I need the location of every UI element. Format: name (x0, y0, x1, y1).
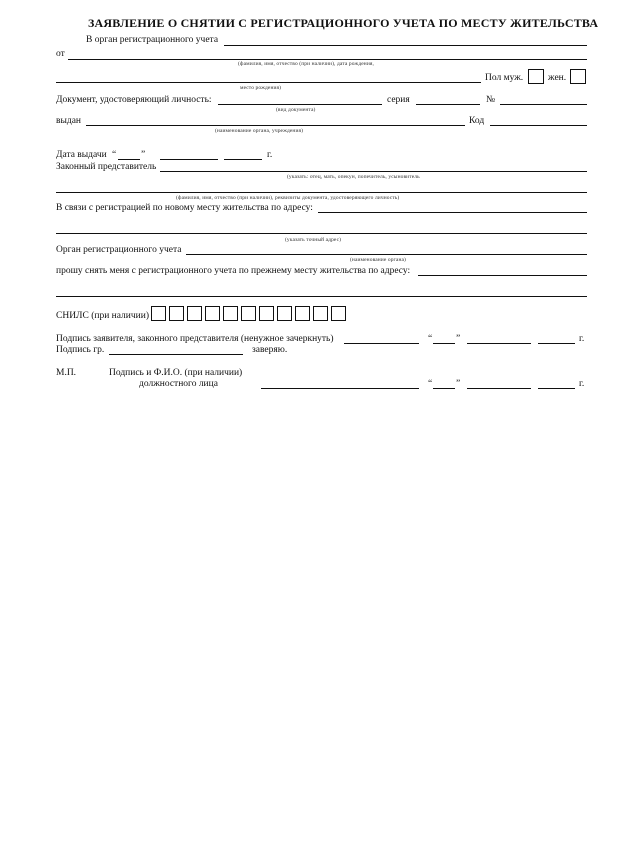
number-field[interactable] (500, 104, 587, 105)
birthplace-field[interactable] (56, 82, 481, 83)
code-label: Код (469, 116, 485, 126)
snils-digit-cell[interactable] (187, 306, 202, 321)
old-address-field-2[interactable] (56, 296, 587, 297)
issued-by-field[interactable] (86, 125, 465, 126)
official-month-field[interactable] (467, 388, 531, 389)
to-org-field[interactable] (224, 45, 587, 46)
official-year-suffix: г. (579, 379, 585, 389)
official-date-close-quote: ” (456, 379, 461, 389)
legal-rep-field[interactable] (160, 171, 587, 172)
series-field[interactable] (416, 104, 480, 105)
issue-month-field[interactable] (160, 159, 218, 160)
new-address-label: В связи с регистрацией по новому месту жительства по адресу: (56, 203, 313, 213)
from-field[interactable] (68, 59, 587, 60)
sig-year-field[interactable] (538, 343, 575, 344)
signature-citizen-label: Подпись гр. (56, 345, 105, 355)
snils-label: СНИЛС (при наличии) (56, 311, 149, 321)
snils-digit-cell[interactable] (151, 306, 166, 321)
legal-rep-label: Законный представитель (56, 162, 157, 172)
new-address-field[interactable] (318, 212, 587, 213)
sex-male-checkbox[interactable] (528, 69, 544, 84)
reg-org-label: Орган регистрационного учета (56, 245, 182, 255)
request-label: прошу снять меня с регистрационного учета по прежнему месту жительства по адресу: (56, 266, 411, 276)
from-caption: (фамилия, имя, отчество (при наличии), дата рождения, (238, 61, 374, 67)
issued-label: выдан (56, 116, 82, 126)
snils-digit-cell[interactable] (223, 306, 238, 321)
snils-digit-cell[interactable] (241, 306, 256, 321)
new-address-field-2[interactable] (56, 233, 587, 234)
sex-female-checkbox[interactable] (570, 69, 586, 84)
doc-label: Документ, удостоверяющий личность: (56, 95, 212, 105)
sig-year-suffix: г. (579, 334, 585, 344)
form-title: ЗАЯВЛЕНИЕ О СНЯТИИ С РЕГИСТРАЦИОННОГО УЧЕТА ПО МЕСТУ ЖИТЕЛЬСТВА (88, 16, 599, 30)
series-label: серия (387, 95, 410, 105)
official-sig-label: Подпись и Ф.И.О. (при наличии) (109, 368, 243, 378)
issue-year-field[interactable] (224, 159, 262, 160)
snils-digit-cell[interactable] (313, 306, 328, 321)
sig-day-field[interactable] (433, 343, 455, 344)
doc-type-field[interactable] (218, 104, 382, 105)
issue-year-suffix: г. (267, 150, 273, 160)
official-sig-label-2: должностного лица (139, 379, 218, 389)
signature-field[interactable] (344, 343, 419, 344)
snils-digit-cell[interactable] (169, 306, 184, 321)
snils-digit-cell[interactable] (331, 306, 346, 321)
official-day-field[interactable] (433, 388, 455, 389)
snils-digit-cell[interactable] (295, 306, 310, 321)
legal-rep-caption: (указать: отец, мать, опекун, попечитель, усыновитель (287, 174, 420, 180)
snils-digit-cell[interactable] (259, 306, 274, 321)
birthplace-caption: место рождения) (240, 85, 282, 91)
issued-caption: (наименование органа, учреждения) (215, 128, 304, 134)
signature-label: Подпись заявителя, законного представителя (ненужное зачеркнуть) (56, 334, 334, 344)
number-label: № (486, 95, 496, 105)
legal-rep-caption-2: (фамилия, имя, отчество (при наличии), реквизиты документа, удостоверяющего личность) (176, 195, 400, 201)
old-address-field[interactable] (418, 275, 587, 276)
code-field[interactable] (490, 125, 587, 126)
reg-org-caption: (наименование органа) (350, 257, 406, 263)
new-address-caption: (указать точный адрес) (285, 237, 342, 243)
official-year-field[interactable] (538, 388, 575, 389)
sex-male-label: Пол муж. (485, 73, 524, 83)
sig-date-close-quote: ” (456, 334, 461, 344)
citizen-signature-field[interactable] (109, 354, 243, 355)
doc-caption: (вид документа) (276, 107, 316, 113)
reg-org-field[interactable] (186, 254, 587, 255)
official-date-open-quote: “ (428, 379, 433, 389)
certify-label: заверяю. (252, 345, 288, 355)
snils-digit-cell[interactable] (277, 306, 292, 321)
sig-month-field[interactable] (467, 343, 531, 344)
issue-date-close-quote: ” (141, 150, 146, 160)
to-org-label: В орган регистрационного учета (86, 35, 219, 45)
legal-rep-details-field[interactable] (56, 192, 587, 193)
snils-digit-cell[interactable] (205, 306, 220, 321)
official-signature-field[interactable] (261, 388, 419, 389)
from-label: от (56, 49, 65, 59)
sig-date-open-quote: “ (428, 334, 433, 344)
sex-female-label: жен. (548, 73, 567, 83)
issue-date-label: Дата выдачи (56, 150, 107, 160)
mp-label: М.П. (56, 368, 77, 378)
issue-date-open-quote: “ (112, 150, 117, 160)
issue-day-field[interactable] (118, 159, 140, 160)
